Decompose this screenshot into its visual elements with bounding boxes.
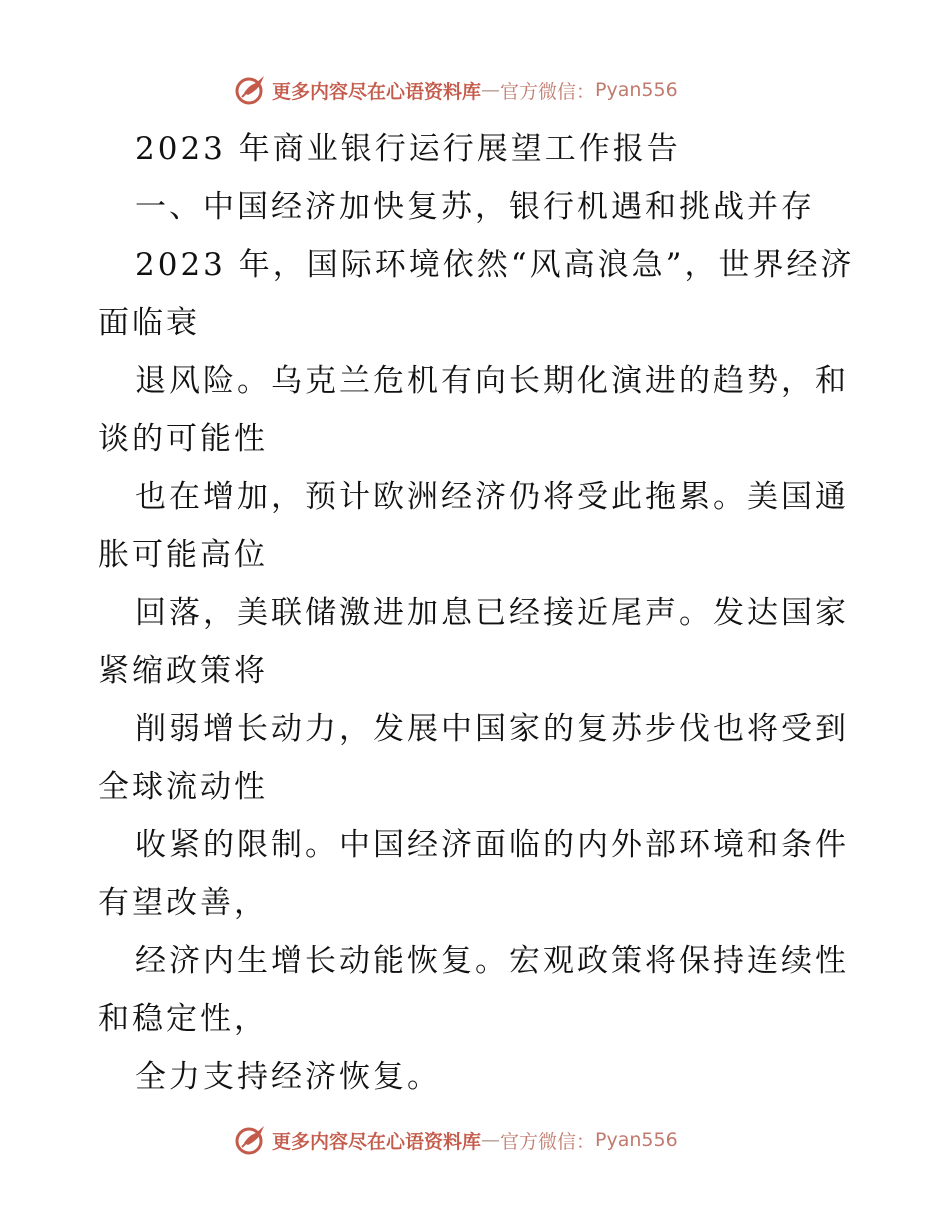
paragraph-line: 面临衰 <box>98 305 200 341</box>
paragraph-line: 紧缩政策将 <box>98 653 268 689</box>
watermark-account: Pyan556 <box>595 1129 678 1151</box>
document-body <box>98 120 858 1106</box>
watermark-separator: — <box>481 79 501 101</box>
watermark-label: 官方微信： <box>500 80 596 103</box>
watermark-separator: — <box>481 1129 501 1151</box>
paragraph-line: 和稳定性， <box>98 1001 268 1037</box>
section-heading: 一、中国经济加快复苏，银行机遇和挑战并存 <box>135 189 815 225</box>
paragraph-line: 收紧的限制。中国经济面临的内外部环境和条件 <box>135 827 849 863</box>
paragraph-line: 退风险。乌克兰危机有向长期化演进的趋势，和 <box>135 363 849 399</box>
header-watermark <box>234 72 678 108</box>
watermark-brand: 更多内容尽在心语资料库 <box>272 80 482 103</box>
watermark-brand: 更多内容尽在心语资料库 <box>272 1130 482 1153</box>
paragraph-line: 有望改善， <box>98 885 268 921</box>
paragraph-line: 全球流动性 <box>98 769 268 805</box>
paragraph-line: 2023 年，国际环境依然“风高浪急”，世界经济 <box>135 247 855 283</box>
paragraph-line: 回落，美联储激进加息已经接近尾声。发达国家 <box>135 595 849 631</box>
watermark-account: Pyan556 <box>595 79 678 101</box>
pen-logo-icon <box>234 1123 268 1157</box>
paragraph-line: 也在增加，预计欧洲经济仍将受此拖累。美国通 <box>135 479 849 515</box>
footer-watermark <box>234 1122 678 1158</box>
paragraph-line: 全力支持经济恢复。 <box>135 1059 441 1095</box>
paragraph-line: 胀可能高位 <box>98 537 268 573</box>
watermark-label: 官方微信： <box>500 1130 596 1153</box>
paragraph-line: 削弱增长动力，发展中国家的复苏步伐也将受到 <box>135 711 849 747</box>
paragraph-line: 谈的可能性 <box>98 421 268 457</box>
paragraph-line: 经济内生增长动能恢复。宏观政策将保持连续性 <box>135 943 849 979</box>
pen-logo-icon <box>234 73 268 107</box>
document-title: 2023 年商业银行运行展望工作报告 <box>135 131 681 167</box>
